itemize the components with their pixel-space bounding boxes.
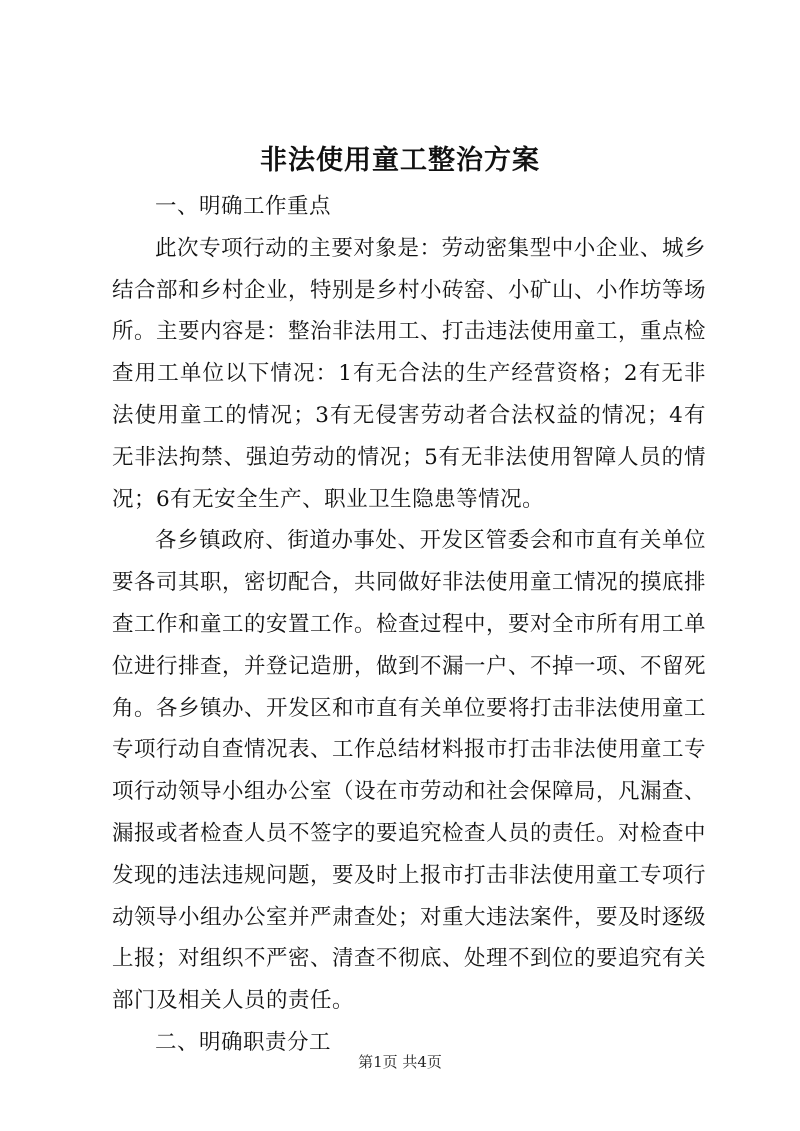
section-heading-2: 二、明确职责分工 — [155, 1029, 332, 1055]
paragraph-2: 各乡镇政府、街道办事处、开发区管委会和市直有关单位要各司其职，密切配合，共同做好非法使用童工情况的摸底排查工作和童工的安置工作。检查过程中，要对全市所有用工单位进行排查，并登记造册，做到不漏一户、不掉一项、不留死角。各乡镇办、开发区和市直有关单位要将打击非法使用童工专项行动自查情况表、工作总结材料报市打击非法使用童工专项行动领导小组办公室（设在市劳动和社会保障局，凡漏查、漏报或者检查人员不签字的要追究检查人员的责任。对检查中发现的违法违规问题，要及时上报市打击非法使用童工专项行动领导小组办公室并严肃查处；对重大违法案件，要及时逐级上报；对组织不严密、清查不彻底、处理不到位的要追究有关部门及相关人员的责任。 — [112, 528, 707, 1014]
section-heading-1: 一、明确工作重点 — [155, 194, 332, 219]
document-title: 非法使用童工整治方案 — [260, 145, 540, 176]
page-footer: 第1页 共4页 — [358, 1053, 442, 1071]
paragraph-1: 此次专项行动的主要对象是：劳动密集型中小企业、城乡结合部和乡村企业，特别是乡村小砖窑、小矿山、小作坊等场所。主要内容是：整治非法用工、打击违法使用童工，重点检查用工单位以下情况：1有无合法的生产经营资格；2有无非法使用童工的情况；3有无侵害劳动者合法权益的情况；4有无非法拘禁、强迫劳动的情况；5有无非法使用智障人员的情况；6有无安全生产、职业卫生隐患等情况。 — [112, 235, 707, 512]
document-body — [112, 186, 706, 1064]
